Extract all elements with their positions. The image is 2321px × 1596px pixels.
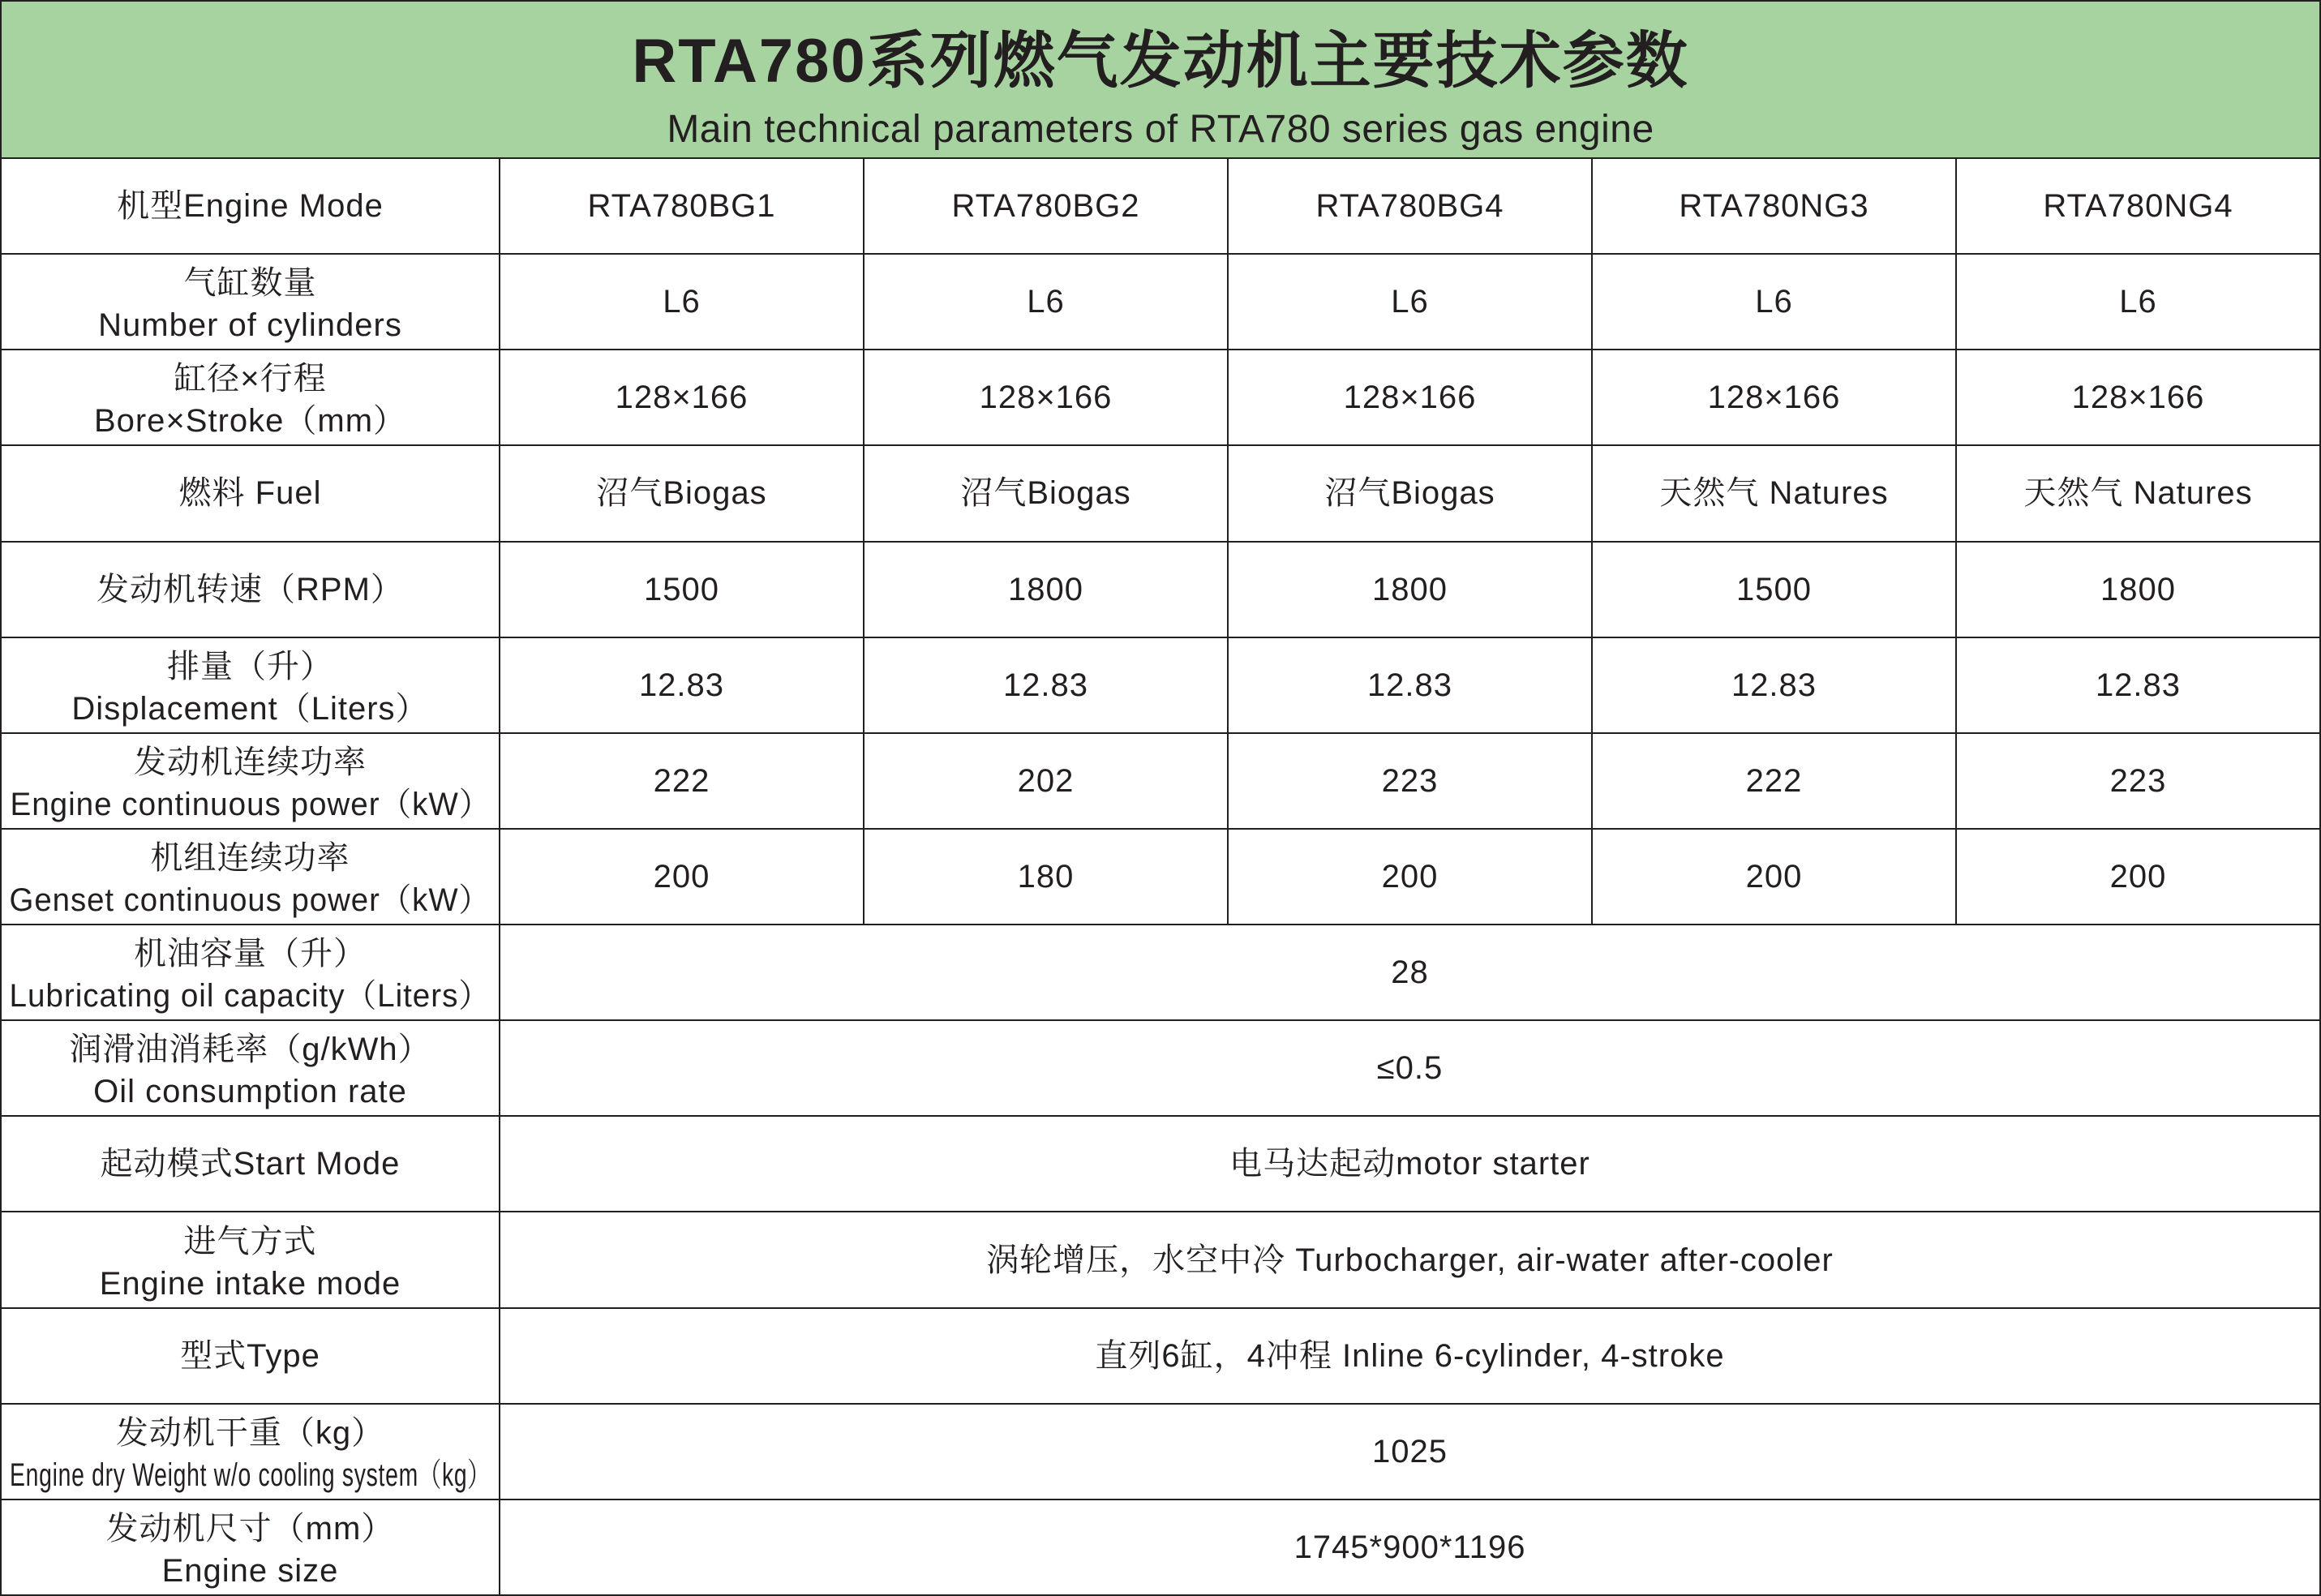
value-text: RTA780NG4 <box>2043 188 2233 225</box>
row-label-cell <box>0 446 500 542</box>
value-cell <box>864 255 1229 350</box>
row-label-cell <box>0 350 500 446</box>
value-text: 128×166 <box>1343 380 1477 416</box>
value-cell <box>864 734 1229 830</box>
row-label-text: 发动机尺寸（mm） <box>105 1510 395 1547</box>
row-label-text: Genset continuous power（kW） <box>9 882 491 918</box>
value-cell <box>1229 543 1593 638</box>
value-cell <box>1229 638 1593 734</box>
value-text: 128×166 <box>2071 380 2205 416</box>
value-cell <box>1229 255 1593 350</box>
value-cell <box>1957 734 2321 830</box>
value-cell <box>864 350 1229 446</box>
value-cell <box>864 159 1229 255</box>
row-label-text: Number of cylinders <box>98 307 402 344</box>
value-cell <box>1229 159 1593 255</box>
value-cell <box>1957 159 2321 255</box>
row-label-cell <box>0 1405 500 1500</box>
value-text: L6 <box>2119 284 2157 320</box>
merged-value-cell <box>500 1405 2321 1500</box>
value-cell <box>1593 543 1957 638</box>
value-text: 128×166 <box>979 380 1113 416</box>
value-text: 天然气 Natures <box>2023 475 2253 512</box>
row-label-text: 润滑油消耗率（g/kWh） <box>69 1032 431 1068</box>
value-text: 1800 <box>2100 571 2176 607</box>
row-label-cell <box>0 1212 500 1308</box>
value-cell <box>500 734 864 830</box>
row-label-cell <box>0 159 500 255</box>
value-text: 222 <box>1745 762 1803 799</box>
row-label-text: Lubricating oil capacity（Liters） <box>9 978 491 1015</box>
value-text: RTA780BG1 <box>587 188 776 225</box>
value-text: 1025 <box>1372 1433 1448 1469</box>
spec-table <box>0 159 2321 1596</box>
value-cell <box>500 638 864 734</box>
value-text: 200 <box>1745 858 1803 895</box>
value-cell <box>864 543 1229 638</box>
value-text: ≤0.5 <box>1376 1050 1444 1087</box>
value-cell <box>1593 734 1957 830</box>
value-cell <box>500 830 864 925</box>
value-text: RTA780BG4 <box>1315 188 1504 225</box>
value-text: RTA780NG3 <box>1679 188 1869 225</box>
value-cell <box>500 543 864 638</box>
row-label-text: 进气方式 <box>183 1223 317 1259</box>
value-cell <box>1593 638 1957 734</box>
value-cell <box>1957 350 2321 446</box>
value-cell <box>1957 543 2321 638</box>
row-label-cell <box>0 830 500 925</box>
value-text: 沼气Biogas <box>1324 475 1495 512</box>
value-cell <box>864 446 1229 542</box>
row-label-text: Oil consumption rate <box>93 1074 407 1110</box>
value-cell <box>1229 734 1593 830</box>
row-label-cell <box>0 1500 500 1596</box>
row-label-cell <box>0 1021 500 1117</box>
merged-value-cell <box>500 1117 2321 1212</box>
value-text: 223 <box>1381 762 1439 799</box>
value-text: 128×166 <box>1707 380 1841 416</box>
value-cell <box>1593 446 1957 542</box>
value-text: 28 <box>1391 955 1429 991</box>
value-text: 电马达起动motor starter <box>1229 1146 1590 1182</box>
row-label-text: Engine size <box>161 1552 339 1589</box>
value-text: 1745*900*1196 <box>1293 1529 1526 1565</box>
value-cell <box>500 446 864 542</box>
row-label-text: 机油容量（升） <box>134 936 367 972</box>
value-text: 1500 <box>644 571 719 607</box>
row-label-cell <box>0 734 500 830</box>
value-cell <box>1229 830 1593 925</box>
value-text: 12.83 <box>1731 667 1817 703</box>
row-label-cell <box>0 543 500 638</box>
value-cell <box>1229 350 1593 446</box>
value-cell <box>864 830 1229 925</box>
row-label-text: 发动机连续功率 <box>134 744 367 780</box>
merged-value-cell <box>500 1021 2321 1117</box>
row-label-text: Bore×Stroke（mm） <box>93 403 407 440</box>
value-text: 1500 <box>1736 571 1812 607</box>
value-cell <box>1593 255 1957 350</box>
value-text: 12.83 <box>1002 667 1089 703</box>
value-text: L6 <box>1027 284 1065 320</box>
merged-value-cell <box>500 1309 2321 1405</box>
value-cell <box>500 255 864 350</box>
value-cell <box>1593 159 1957 255</box>
value-cell <box>1229 446 1593 542</box>
value-text: 沼气Biogas <box>596 475 767 512</box>
row-label-text: 机型Engine Mode <box>117 188 384 225</box>
value-text: 1800 <box>1372 571 1448 607</box>
header-band <box>0 0 2321 159</box>
row-label-text: 发动机干重（kg） <box>115 1414 385 1451</box>
value-cell <box>1957 830 2321 925</box>
value-text: L6 <box>1391 284 1429 320</box>
row-label-text: 排量（升） <box>167 648 333 684</box>
row-label-cell <box>0 925 500 1021</box>
value-text: 涡轮增压，水空中冷 Turbocharger, air-water after-cooler <box>986 1242 1834 1278</box>
value-cell <box>1957 446 2321 542</box>
merged-value-cell <box>500 1500 2321 1596</box>
row-label-text: Engine intake mode <box>99 1265 401 1302</box>
row-label-text: 缸径×行程 <box>174 361 327 397</box>
page-subtitle: Main technical parameters of RTA780 series gas engine <box>667 108 1654 151</box>
row-label-text: 机组连续功率 <box>150 839 350 876</box>
row-label-text: 发动机转速（RPM） <box>97 571 404 607</box>
row-label-cell <box>0 1309 500 1405</box>
row-label-cell <box>0 255 500 350</box>
value-text: 12.83 <box>638 667 725 703</box>
value-text: 200 <box>2109 858 2167 895</box>
value-text: 12.83 <box>1366 667 1453 703</box>
merged-value-cell <box>500 1212 2321 1308</box>
row-label-cell <box>0 1117 500 1212</box>
value-text: 200 <box>1381 858 1439 895</box>
row-label-text: Engine continuous power（kW） <box>10 786 491 822</box>
row-label-text: 型式Type <box>180 1337 320 1374</box>
value-text: 沼气Biogas <box>960 475 1131 512</box>
value-text: 天然气 Natures <box>1659 475 1889 512</box>
value-cell <box>1593 830 1957 925</box>
value-text: RTA780BG2 <box>951 188 1140 225</box>
value-text: 12.83 <box>2095 667 2182 703</box>
value-text: 180 <box>1017 858 1075 895</box>
row-label-cell <box>0 638 500 734</box>
value-cell <box>1957 255 2321 350</box>
value-text: 直列6缸，4冲程 Inline 6-cylinder, 4-stroke <box>1095 1337 1725 1374</box>
value-text: 222 <box>653 762 710 799</box>
value-cell <box>864 638 1229 734</box>
row-label-text: 气缸数量 <box>183 265 317 302</box>
value-cell <box>1593 350 1957 446</box>
value-text: 202 <box>1017 762 1075 799</box>
value-text: 223 <box>2109 762 2167 799</box>
merged-value-cell <box>500 925 2321 1021</box>
value-cell <box>500 159 864 255</box>
value-cell <box>500 350 864 446</box>
row-label-text: Engine dry Weight w/o cooling system（kg） <box>9 1457 491 1493</box>
value-text: L6 <box>663 284 701 320</box>
page-title: RTA780系列燃气发动机主要技术参数 <box>632 27 1689 96</box>
value-text: 128×166 <box>615 380 749 416</box>
row-label-text: 起动模式Start Mode <box>100 1146 401 1182</box>
value-text: 200 <box>653 858 710 895</box>
value-text: 1800 <box>1008 571 1083 607</box>
value-text: L6 <box>1755 284 1793 320</box>
row-label-text: 燃料 Fuel <box>178 475 322 512</box>
row-label-text: Displacement（Liters） <box>71 690 429 727</box>
value-cell <box>1957 638 2321 734</box>
